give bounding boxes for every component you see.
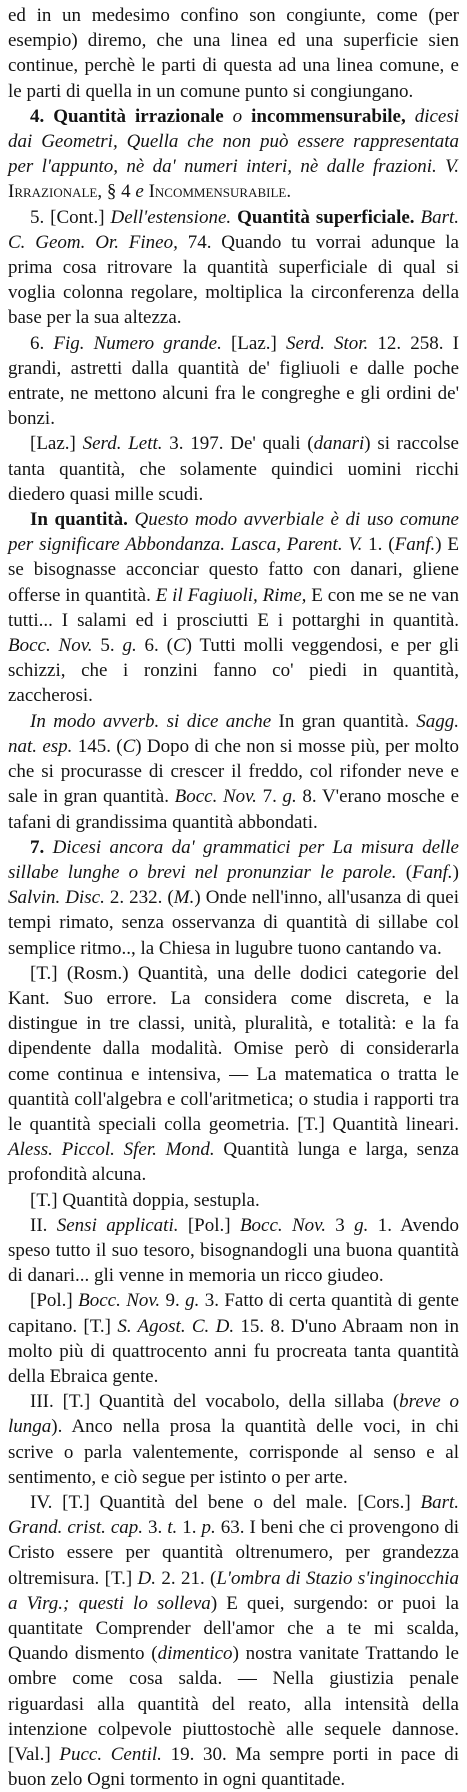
text-segment: E il Fagiuoli, Rime,	[155, 584, 312, 606]
text-segment: E con me se ne van tutti... I salami ed i prosciutti E i pottarghi in quantità.	[8, 584, 459, 631]
text-segment: 3. Fatto di certa quantità di gente capitano. [T.]	[8, 1290, 459, 1337]
text-segment: 74. Quando tu vorrai adunque la prima cosa ritrovare la quantità superficiale di qual si voglia colonna regolare, moltiplica la circonferenza della base per la sua altezza.	[8, 231, 459, 329]
text-segment: 6.	[30, 332, 54, 354]
text-segment: breve o lunga	[8, 1391, 459, 1438]
text-segment: Questo modo avverbiale è di uso comune per significare Abbondanza. Lasca, Parent. V.	[8, 509, 459, 556]
text-segment: Bart. Grand. crist. cap.	[8, 1491, 459, 1539]
text-segment: Irrazionale	[8, 181, 98, 203]
text-segment: Fig. Numero grande.	[53, 332, 231, 354]
text-segment: t.	[167, 1517, 183, 1539]
text-segment: 1. Avendo speso tutto il suo tesoro, bisognandogli una buona quantità di danari... gli venne in memoria un ricco giudeo.	[8, 1214, 460, 1287]
text-segment: ed in un medesimo confino son congiunte, come (per esempio) diremo, che una linea ed una superficie sien continue, perchè le parti di questa ad una linea comune, e le parti di quella in un comune punto si congiungano.	[8, 5, 459, 102]
entry-paragraph-p-4	[8, 104, 459, 205]
text-segment: 15. 8. D'uno Abraam non in molto più di quattrocento anni fu procreata tanta quantità della Ebraica gente.	[8, 1315, 459, 1387]
text-segment: 12. 258. I grandi, astretti dalla quantità de' figliuoli e dalle poche entrate, ne mettono alcuni fra le congreghe e gli ordini de' bonzi.	[8, 332, 459, 430]
text-segment: incommensurabile,	[251, 105, 415, 127]
entry-paragraph-p-III	[8, 1389, 459, 1490]
text-segment: [Pol.]	[187, 1214, 240, 1236]
text-segment: 4. Quantità irrazionale	[30, 105, 233, 127]
text-segment: ) Dopo di che non si mosse più, per molto che si procurasse di crescer il freddo, col rifonder neve e sale in gran quantità.	[8, 735, 460, 808]
text-segment: Quantità superficiale.	[237, 206, 421, 228]
text-segment: ) E se bisognasse acconciar questo fatto con danari, gliene offerse in quantità.	[8, 534, 460, 606]
text-segment: g.	[185, 1290, 205, 1312]
text-segment: Bocc. Nov.	[174, 786, 263, 808]
text-segment: 63. I beni che ci provengono di Cristo essere per quantità oltrenumero, per grandezza oltremisura. [T.]	[8, 1517, 460, 1589]
text-segment: 145. (	[77, 735, 123, 757]
text-segment: Salvin. Disc.	[8, 887, 110, 909]
text-segment: g.	[122, 635, 145, 657]
text-segment: 1. (	[368, 534, 395, 556]
text-segment: ) Onde nell'inno, all'usanza di quei tempi rimato, senza osservanza di quantità di sillabe col semplice ritmo.., la Chiesa in lugubre tuono cantando va.	[8, 887, 459, 959]
text-segment: )	[452, 861, 459, 883]
text-segment: Pucc. Centil.	[59, 1744, 171, 1766]
entry-paragraph-p-dopp	[8, 1188, 459, 1213]
entry-paragraph-p-IV	[8, 1490, 459, 1792]
entry-paragraph-p-II	[8, 1213, 459, 1289]
text-segment: ). Anco nella prosa la quantità delle voci, in chi scrive o parla valentemente, corrisponde al senso e al sentimento, e ciò segue per istinto o per arte.	[8, 1416, 459, 1488]
text-segment: Bocc. Nov.	[8, 635, 101, 657]
entry-paragraph-p-6b	[8, 431, 459, 507]
text-segment: 19. 30. Ma sempre porti in pace di buon zelo Ogni tormento in ogni quantitade.	[8, 1744, 459, 1791]
text-segment: .	[286, 181, 292, 203]
text-segment: 7.	[30, 836, 53, 858]
text-segment: II.	[30, 1214, 57, 1236]
text-segment: 7.	[262, 786, 283, 808]
text-segment: dicesi dai Geometri, Quella che non può essere rappresentata per l'appunto, nè da' numeri interi, nè dalle frazioni. V.	[8, 105, 460, 178]
text-segment: ) Tutti molli veggendosi, e per gli schizzi, che i ronzini fanno co' piedi in quantità, zaccherosi.	[8, 635, 460, 707]
text-segment: 2. 21. (	[161, 1567, 217, 1589]
text-segment: 1.	[182, 1517, 202, 1539]
text-segment: Incommensurabile	[148, 181, 287, 203]
text-segment: e	[135, 181, 149, 203]
text-segment: Dell'estensione.	[110, 206, 238, 228]
text-segment: C	[122, 735, 136, 757]
text-segment: 5. [Cont.]	[30, 206, 111, 228]
text-segment: Serd. Lett.	[82, 433, 170, 455]
text-segment: , § 4	[97, 181, 136, 203]
text-segment: ) si raccolse tanta quantità, che solamente quindici uomini ricchi diedero quasi mille scudi.	[8, 433, 459, 505]
text-segment: [T.] (Rosm.) Quantità, una delle dodici categorie del Kant. Suo errore. La considera come discreta, e la distingue in tre classi, unità, pluralità, e totalità: e la fa dipendente dalla modalità. Omise però di considerarla come continua e intensiva, — La matematica o tratta le quantità coll'algebra e coll'aritmetica; o studia i rapporti tra le quantità speciali colla geometria. [T.] Quantità lineari.	[8, 962, 459, 1135]
text-segment: p.	[201, 1517, 221, 1539]
text-segment: L'ombra di Stazio s'inginocchia a Virg.; questi lo solleva	[8, 1567, 459, 1614]
text-segment: 3	[335, 1214, 355, 1236]
text-segment: III. [T.] Quantità del vocabolo, della sillaba (	[30, 1391, 400, 1413]
text-segment: o	[232, 105, 252, 127]
entry-paragraph-p-7	[8, 835, 459, 961]
text-segment: Bocc. Nov.	[78, 1290, 166, 1312]
entry-paragraph-p-inq	[8, 507, 459, 709]
entry-paragraph-p-intro	[8, 3, 459, 104]
text-segment: D.	[137, 1567, 162, 1589]
text-segment: Fanf.	[394, 534, 436, 556]
text-segment: g.	[354, 1214, 378, 1236]
text-segment: 5.	[100, 635, 123, 657]
text-segment: In quantità.	[30, 509, 135, 531]
entry-paragraph-p-5	[8, 205, 459, 331]
text-segment: 3.	[148, 1517, 168, 1539]
text-segment: Sagg. nat. esp.	[8, 710, 459, 757]
text-segment: Aless. Piccol. Sfer. Mond.	[8, 1139, 224, 1161]
text-segment: 8. V'erano mosche e tafani di grandissima quantità abbondati.	[8, 786, 460, 833]
text-segment: 2. 232. (	[109, 887, 174, 909]
text-segment: 6. (	[144, 635, 173, 657]
text-segment: [T.] Quantità doppia, sestupla.	[30, 1189, 260, 1211]
text-segment: Bocc. Nov.	[239, 1214, 336, 1236]
entry-paragraph-p-rosm	[8, 961, 459, 1188]
text-segment: g.	[282, 786, 303, 808]
text-segment: danari	[313, 433, 365, 455]
entry-paragraph-p-IIb	[8, 1288, 459, 1389]
text-segment: In modo avverb. si dice anche	[30, 710, 279, 732]
text-segment: IV. [T.] Quantità del bene o del male. [Cors.]	[30, 1491, 421, 1513]
text-segment: dimentico	[157, 1643, 233, 1665]
text-segment: [Laz.]	[30, 433, 83, 455]
text-segment: C	[172, 635, 186, 657]
text-segment: Bart. C. Geom. Or. Fineo,	[8, 206, 459, 253]
text-segment: [Pol.]	[30, 1290, 79, 1312]
text-segment: (	[405, 861, 413, 883]
text-segment: Serd. Stor.	[285, 332, 378, 354]
text-segment: 3. 197. De' quali (	[169, 433, 314, 455]
text-segment: ) nostra vanitate Trattando le ombre come cosa salda. — Nella giustizia penale riguardasi alla quantità del reato, alla intensità della intenzione colpevole piuttostochè alle sequele dannose. [Val.]	[8, 1643, 459, 1766]
text-segment: [Laz.]	[230, 332, 286, 354]
text-segment: Dicesi ancora da' grammatici per La misura delle sillabe lunghe o brevi nel pronunziar le parole.	[8, 836, 459, 883]
text-segment: ) E quei, surgendo: or puoi la quantitate Comprender dell'amor che a te mi scalda, Quando dismento (	[8, 1592, 459, 1665]
text-segment: S. Agost. C. D.	[117, 1315, 241, 1337]
text-segment: M.	[173, 887, 195, 909]
text-segment: Sensi applicati.	[56, 1214, 188, 1236]
text-segment: 9.	[165, 1290, 186, 1312]
text-segment: Quantità lunga e larga, senza profondità alcuna.	[8, 1139, 459, 1186]
text-segment: Fanf.	[412, 861, 453, 883]
text-segment: In gran quantità.	[278, 710, 417, 732]
entry-paragraph-p-6	[8, 331, 459, 432]
entry-paragraph-p-inmodo	[8, 709, 459, 835]
